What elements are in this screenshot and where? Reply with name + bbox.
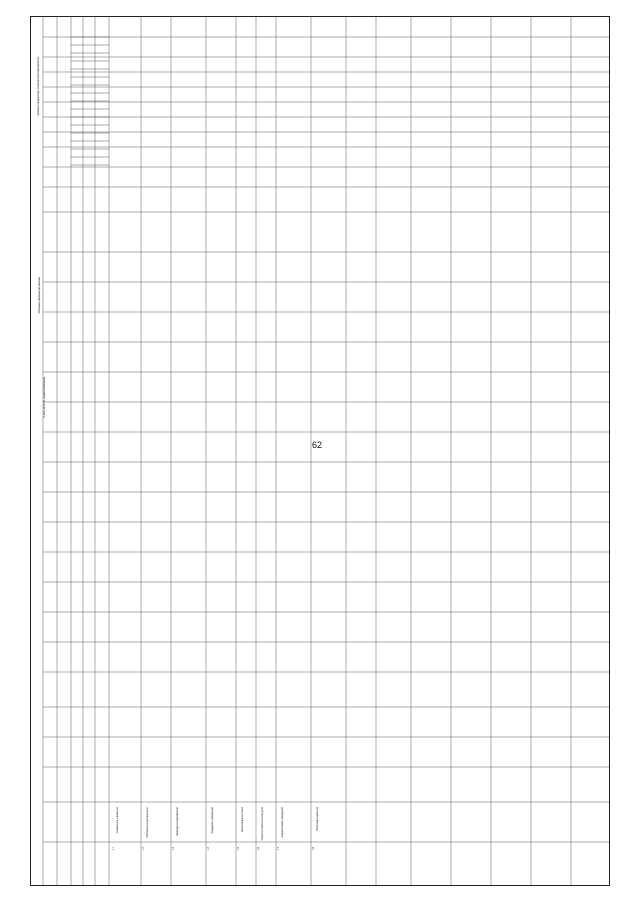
row-name: Организация выставок [241, 807, 244, 833]
row-number: 1.8 [312, 847, 315, 851]
table-title: Объемы финансирования [37, 277, 41, 314]
page-number: 62 [312, 440, 323, 450]
row-name: Модернизация учреждений [281, 807, 284, 838]
row-name: Развитие библиотечного дела [261, 807, 264, 841]
row-name: Реализация проектов [316, 807, 319, 831]
budget-table [30, 16, 610, 886]
row-name: Проведение мероприятий [176, 807, 179, 836]
row-number: 1.5 [237, 847, 240, 851]
row-number: 1.1 [112, 847, 115, 851]
row-number: 1.3 [172, 847, 175, 851]
row-name: Сохранение и развитие [116, 807, 119, 834]
indicators-title: Целевые индикаторы (показатели) мероприятия [37, 57, 40, 116]
row-number: 1.6 [257, 847, 260, 851]
table-grid [31, 17, 609, 885]
row-number: 1.2 [142, 847, 145, 851]
row-number: 1.7 [277, 847, 280, 851]
table-subtitle: в том числе по годам реализации [43, 377, 46, 418]
row-number: 1.4 [207, 847, 210, 851]
row-name: Обеспечение деятельности [146, 807, 149, 838]
row-name: Поддержка учреждений [211, 807, 214, 834]
